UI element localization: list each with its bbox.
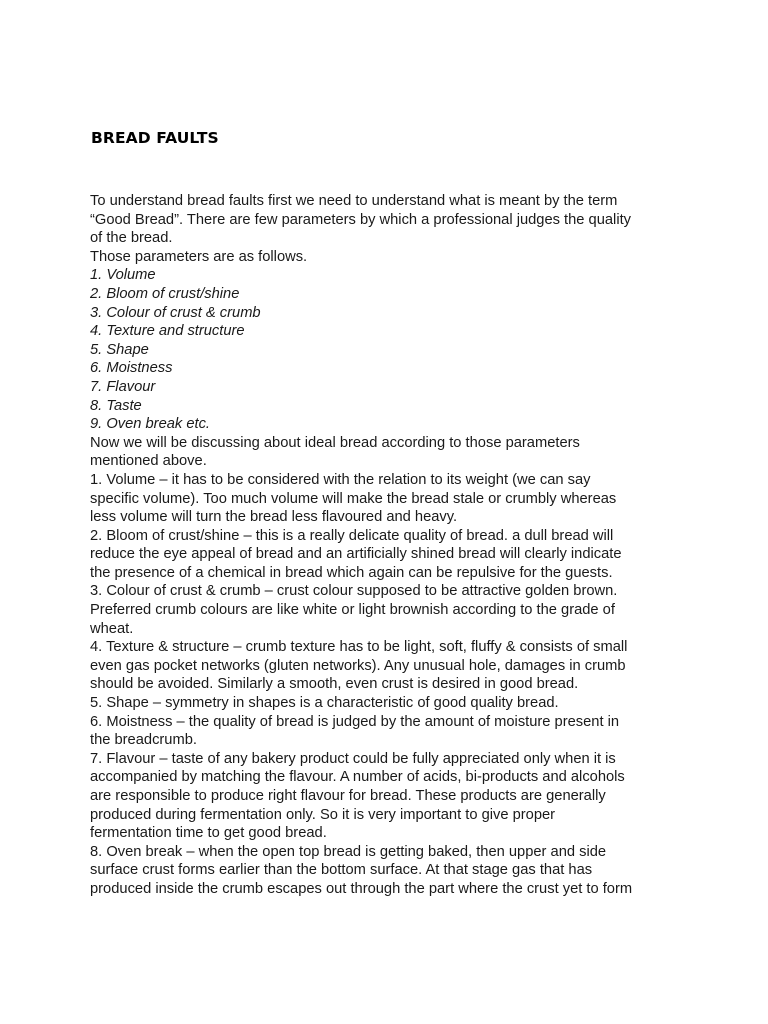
intro-paragraph [90,192,680,266]
body-line: even gas pocket networks (gluten networks). Any unusual hole, damages in crumb [90,657,626,674]
body-line: 4. Texture & structure – crumb texture has to be light, soft, fluffy & consists of small [90,639,628,656]
body-line: To understand bread faults first we need to understand what is meant by the term [90,193,618,209]
body-line: 7. Flavour – taste of any bakery product could be fully appreciated only when it is [90,750,616,767]
body-line: reduce the eye appeal of bread and an artificially shined bread will clearly indicate [90,546,622,563]
parameter-item: 9. Oven break etc. [90,416,211,433]
discussion-paragraph [90,434,680,899]
document-title: BREAD FAULTS [91,129,219,147]
body-line: Those parameters are as follows. [90,248,308,265]
document-body [90,192,680,899]
body-line: mentioned above. [90,453,207,470]
body-line: are responsible to produce right flavour for bread. These products are generally [90,788,606,804]
body-line: Preferred crumb colours are like white or light brownish according to the grade of [90,602,615,619]
body-line: accompanied by matching the flavour. A number of acids, bi-products and alcohols [90,769,625,786]
body-line: the presence of a chemical in bread which again can be repulsive for the guests. [90,564,613,581]
body-line: “Good Bread”. There are few parameters by which a professional judges the quality [90,211,632,228]
body-line: fermentation time to get good bread. [90,825,327,842]
parameter-item: 2. Bloom of crust/shine [90,285,240,302]
parameter-item: 8. Taste [90,397,142,414]
body-line: less volume will turn the bread less flavoured and heavy. [90,509,458,526]
parameter-item: 4. Texture and structure [90,323,245,340]
parameter-item: 3. Colour of crust & crumb [90,304,261,321]
body-line: 2. Bloom of crust/shine – this is a really delicate quality of bread. a dull bread will [90,527,614,544]
body-line: the breadcrumb. [90,732,197,749]
body-line: surface crust forms earlier than the bottom surface. At that stage gas that has [90,862,593,879]
parameter-list [90,266,680,433]
body-line: of the bread. [90,230,173,247]
parameter-item: 6. Moistness [90,360,173,377]
body-line: 8. Oven break – when the open top bread is getting baked, then upper and side [90,843,607,860]
body-line: produced inside the crumb escapes out through the part where the crust yet to form [90,880,633,897]
parameter-item: 7. Flavour [90,378,156,395]
body-line: wheat. [90,620,134,637]
parameter-item: 1. Volume [90,267,156,284]
body-line: specific volume). Too much volume will make the bread stale or crumbly whereas [90,490,617,507]
body-line: 6. Moistness – the quality of bread is judged by the amount of moisture present in [90,713,620,730]
parameter-item: 5. Shape [90,341,149,358]
body-line: 1. Volume – it has to be considered with the relation to its weight (we can say [90,471,591,488]
body-line: Now we will be discussing about ideal bread according to those parameters [90,434,580,451]
body-line: 3. Colour of crust & crumb – crust colour supposed to be attractive golden brown. [90,583,618,600]
body-line: should be avoided. Similarly a smooth, even crust is desired in good bread. [90,676,579,693]
body-line: produced during fermentation only. So it is very important to give proper [90,806,556,823]
body-line: 5. Shape – symmetry in shapes is a characteristic of good quality bread. [90,695,559,712]
